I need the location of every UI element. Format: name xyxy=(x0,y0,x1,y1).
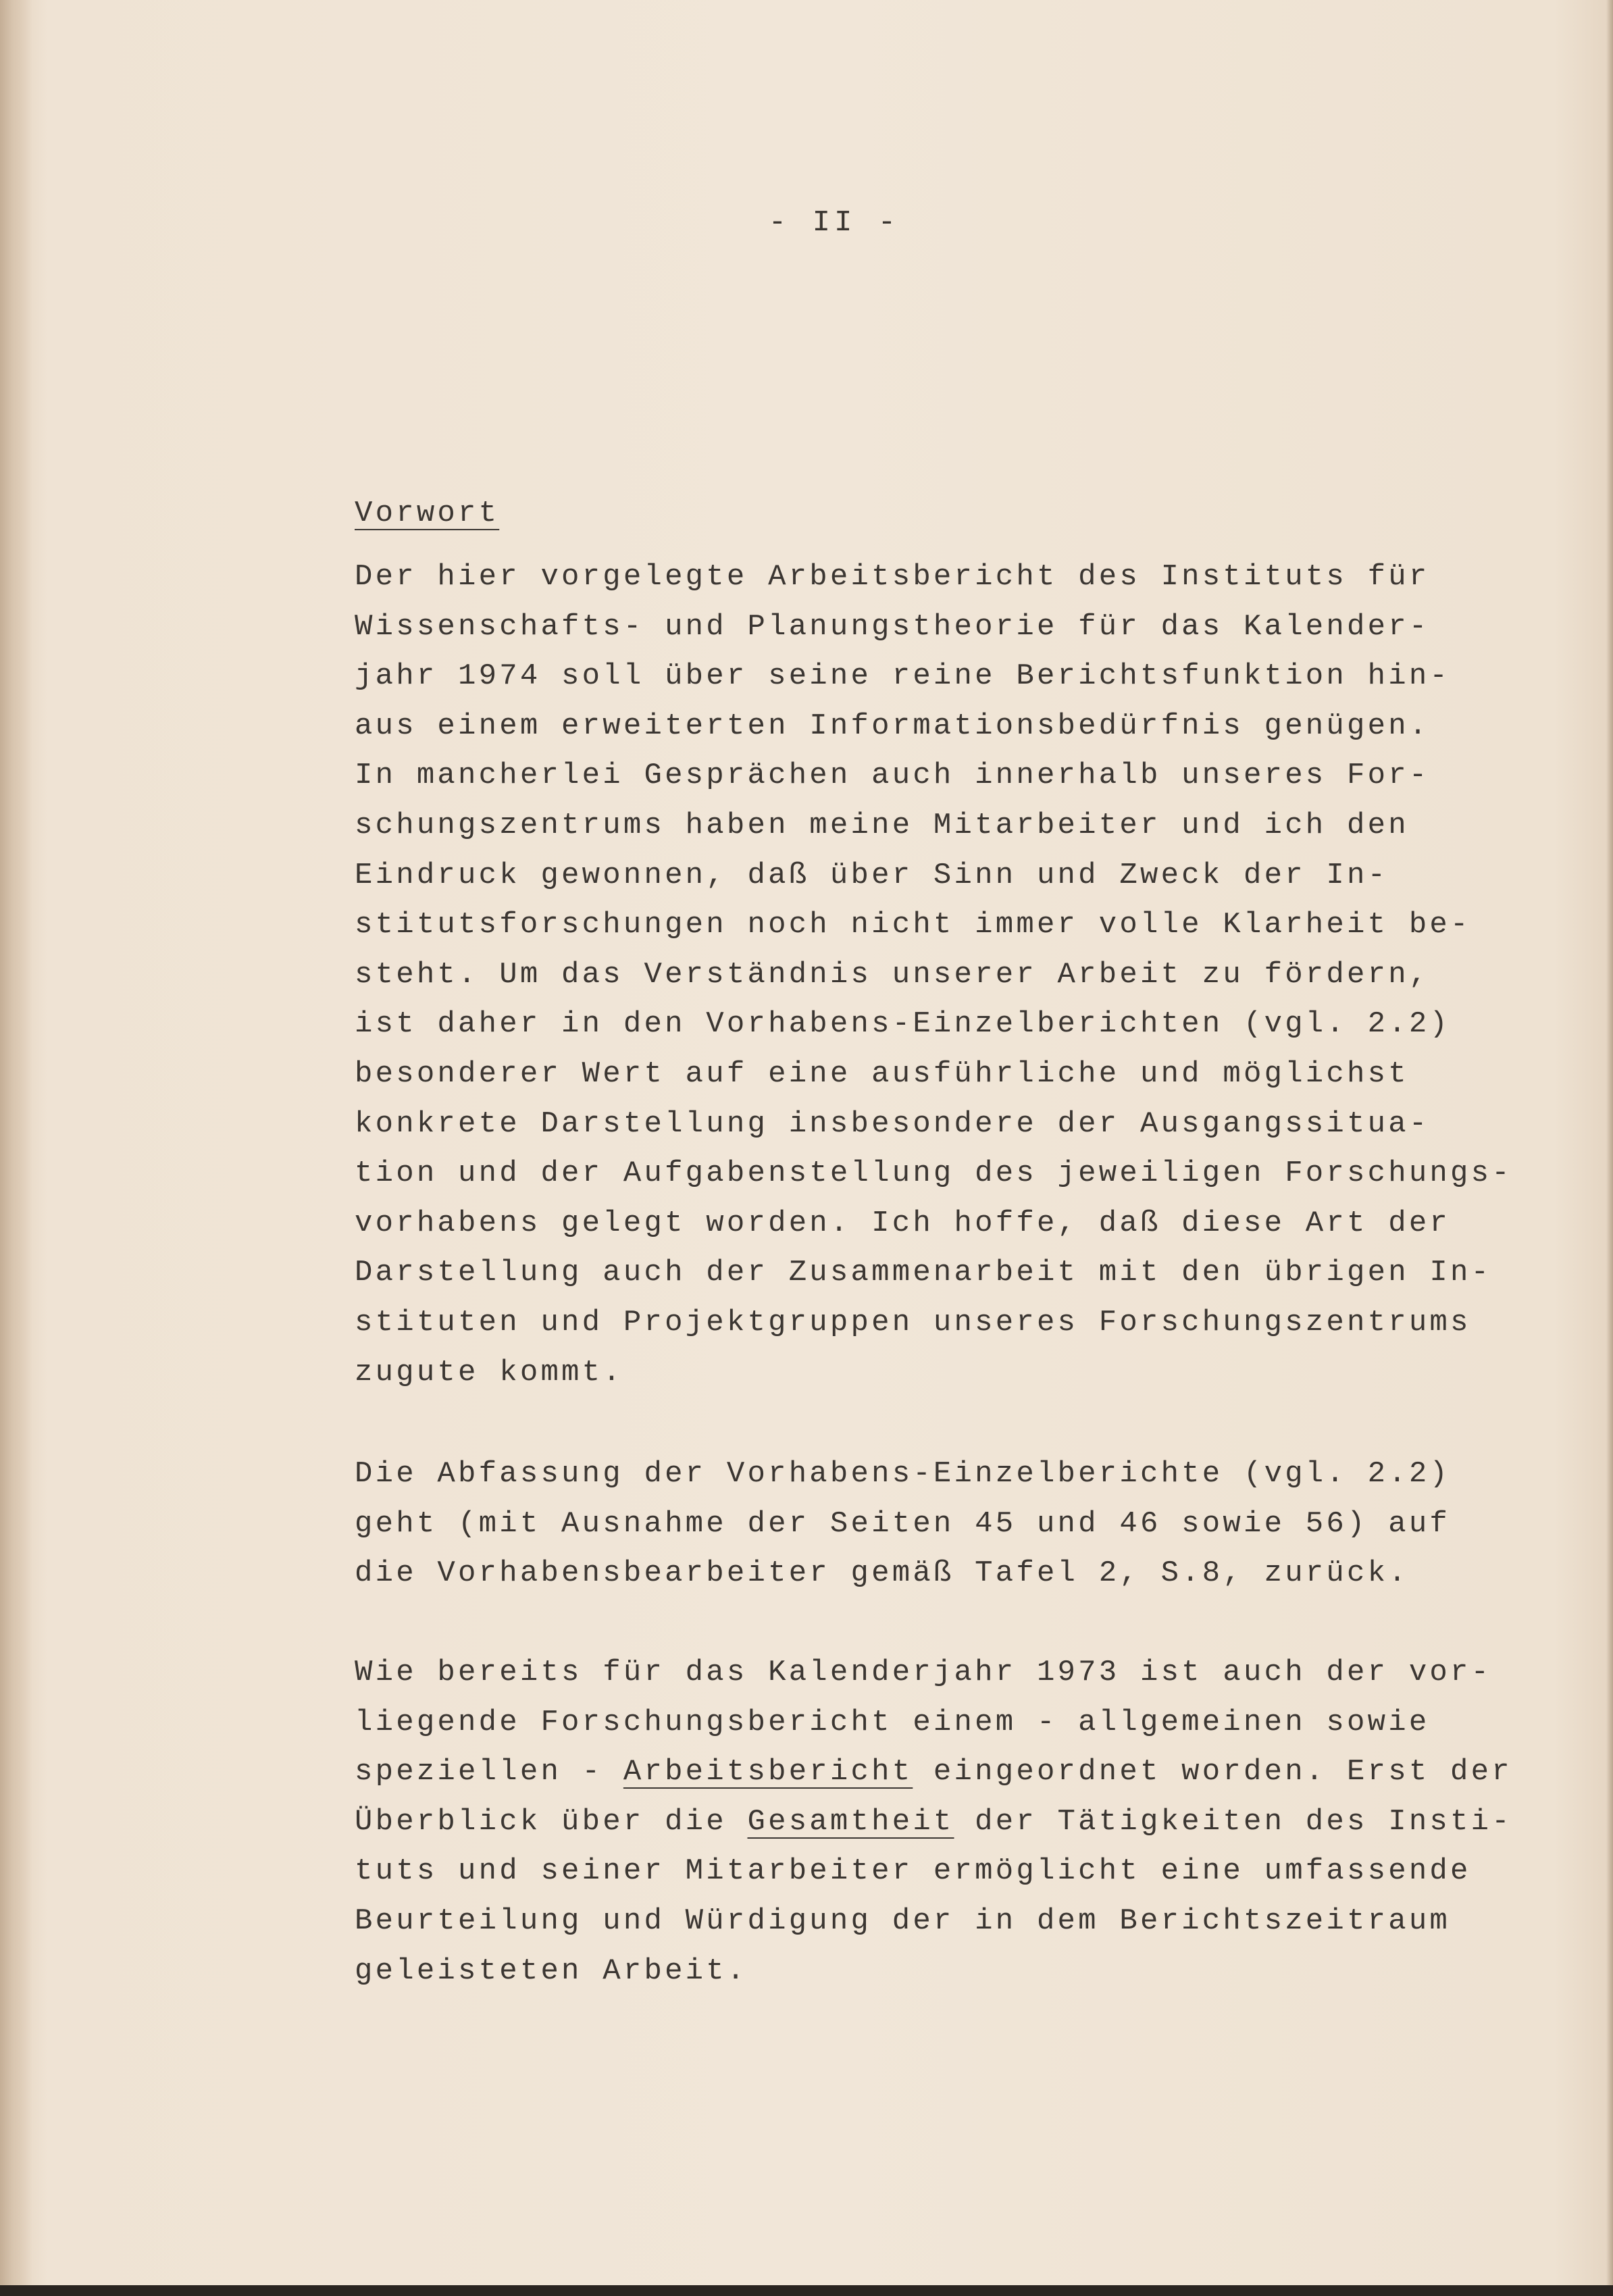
scan-bottom-edge xyxy=(0,2285,1613,2296)
text-line: Beurteilung und Würdigung der in dem Berichtszeitraum xyxy=(355,1904,1451,1938)
text-line: stituten und Projektgruppen unseres Forschungszentrums xyxy=(355,1305,1471,1340)
text-segment: der Tätigkeiten des Insti- xyxy=(954,1804,1512,1839)
text-line: zugute kommt. xyxy=(355,1355,623,1389)
underlined-term-gesamtheit: Gesamtheit xyxy=(747,1804,954,1839)
page-number: - II - xyxy=(768,206,900,240)
underlined-term-arbeitsbericht: Arbeitsbericht xyxy=(623,1755,913,1789)
text-line: Darstellung auch der Zusammenarbeit mit den übrigen In- xyxy=(355,1256,1492,1290)
text-line: liegende Forschungsbericht einem - allgemeinen sowie xyxy=(355,1705,1430,1739)
text-line: aus einem erweiterten Informationsbedürfnis genügen. xyxy=(355,709,1430,743)
text-line: ist daher in den Vorhabens-Einzelberichten (vgl. 2.2) xyxy=(355,1007,1451,1042)
text-line: Eindruck gewonnen, daß über Sinn und Zweck der In- xyxy=(355,858,1389,892)
text-segment: Überblick über die xyxy=(355,1804,748,1839)
paragraph-1 xyxy=(355,553,1512,1398)
text-line: steht. Um das Verständnis unserer Arbeit zu fördern, xyxy=(355,957,1430,992)
text-line: besonderer Wert auf eine ausführliche und möglichst xyxy=(355,1056,1409,1091)
paragraph-3 xyxy=(355,1648,1512,1996)
text-line: tuts und seiner Mitarbeiter ermöglicht eine umfassende xyxy=(355,1854,1471,1889)
binding-shadow xyxy=(0,0,32,2296)
text-line: In mancherlei Gesprächen auch innerhalb unseres For- xyxy=(355,759,1430,793)
text-line xyxy=(355,1797,1512,1847)
text-line xyxy=(355,1747,1512,1797)
section-heading: Vorwort xyxy=(355,496,500,530)
text-segment: speziellen - xyxy=(355,1755,623,1789)
text-line: schungszentrums haben meine Mitarbeiter und ich den xyxy=(355,808,1409,842)
text-line: stitutsforschungen noch nicht immer volle Klarheit be- xyxy=(355,908,1471,942)
text-line: Der hier vorgelegte Arbeitsbericht des Instituts für xyxy=(355,560,1430,594)
text-line: jahr 1974 soll über seine reine Berichtsfunktion hin- xyxy=(355,659,1451,694)
page-right-edge xyxy=(1606,0,1613,2296)
text-line: geht (mit Ausnahme der Seiten 45 und 46 sowie 56) auf xyxy=(355,1506,1451,1541)
text-segment: eingeordnet worden. Erst der xyxy=(913,1755,1512,1789)
text-line: geleisteten Arbeit. xyxy=(355,1954,748,1988)
text-line: Die Abfassung der Vorhabens-Einzelberichte (vgl. 2.2) xyxy=(355,1457,1451,1491)
text-line: tion und der Aufgabenstellung des jeweiligen Forschungs- xyxy=(355,1156,1512,1191)
text-line: Wie bereits für das Kalenderjahr 1973 ist auch der vor- xyxy=(355,1656,1492,1689)
text-line: die Vorhabensbearbeiter gemäß Tafel 2, S.8, zurück. xyxy=(355,1556,1409,1591)
paragraph-2 xyxy=(355,1450,1503,1599)
text-line: konkrete Darstellung insbesondere der Ausgangssitua- xyxy=(355,1106,1430,1141)
text-line: vorhabens gelegt worden. Ich hoffe, daß diese Art der xyxy=(355,1206,1451,1240)
text-line: Wissenschafts- und Planungstheorie für das Kalender- xyxy=(355,609,1430,644)
